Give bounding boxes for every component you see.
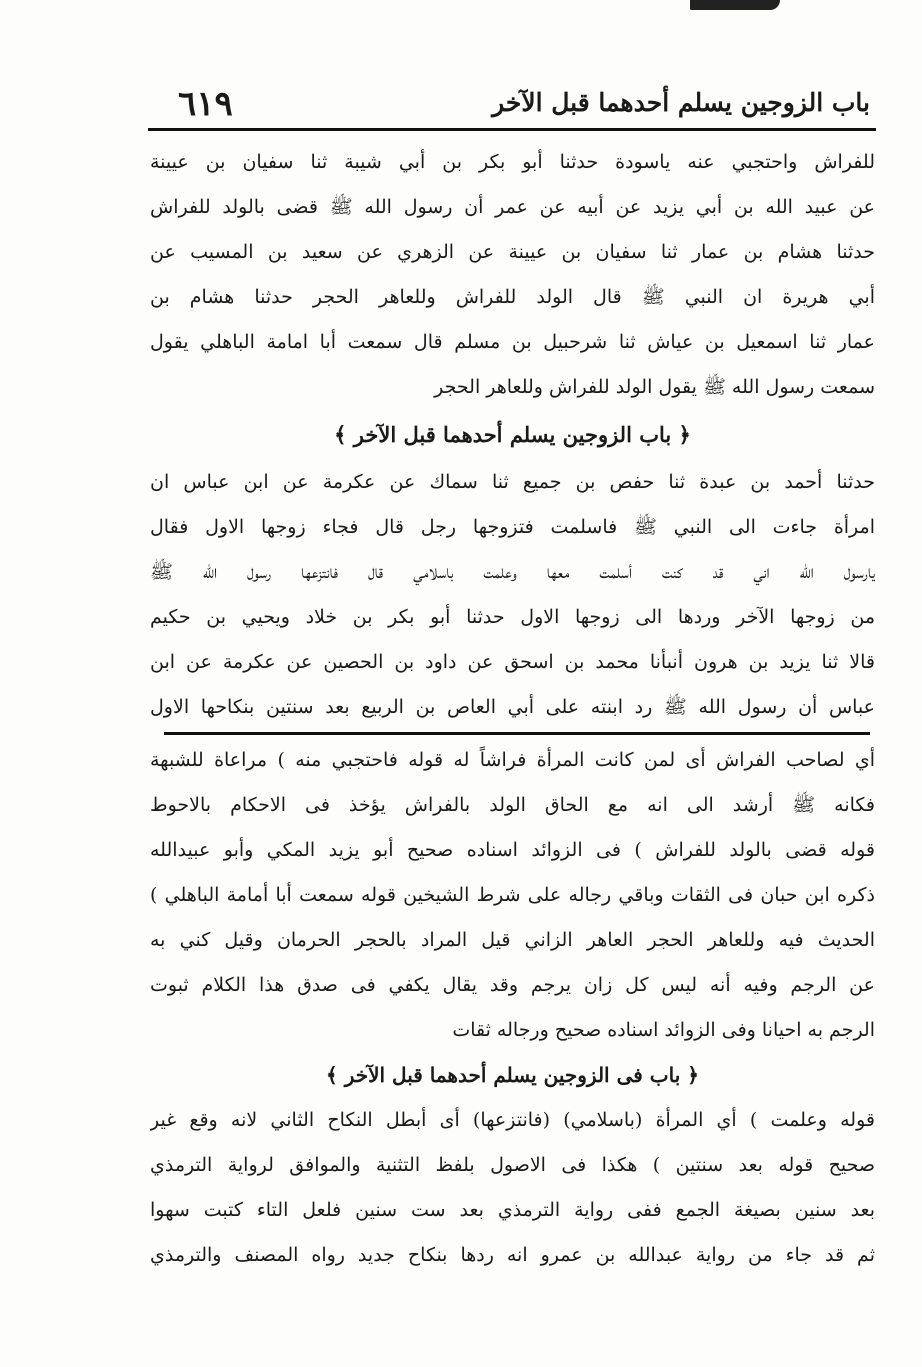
scan-artifact <box>690 0 780 10</box>
main-text <box>150 140 875 730</box>
commentary-line: أي لصاحب الفراش أى لمن كانت المرأة فراشاً له قوله فاحتجبي منه ) مراعاة للشبهة <box>150 749 875 771</box>
commentary-text <box>150 738 875 1278</box>
commentary-line: قوله قضى بالولد للفراش ) فى الزوائد اسناده صحيح أبو يزيد المكي وأبو عبيدالله <box>150 839 875 861</box>
commentary-line: ذكره ابن حبان فى الثقات وباقي رجاله على شرط الشيخين قوله سمعت أبا أمامة الباهلي ) <box>150 884 875 906</box>
text-line: للفراش واحتجبي عنه ياسودة حدثنا أبو بكر بن أبي شيبة ثنا سفيان بن عيينة <box>150 151 875 173</box>
text-line: امرأة جاءت الى النبي ﷺ فاسلمت فتزوجها رجل قال فجاء زوجها الاول فقال <box>150 516 875 538</box>
commentary-line: قوله وعلمت ) أي المرأة (باسلامي) (فانتزعها) أى أبطل النكاح الثاني لانه وقع غير <box>150 1109 875 1131</box>
commentary-line: الحديث فيه وللعاهر الحجر العاهر الزاني قيل المراد بالحجر الحرمان وقيل كني به <box>150 929 875 951</box>
commentary-chapter-heading: ﴿ باب فى الزوجين يسلم أحدهما قبل الآخر ﴾ <box>326 1063 699 1087</box>
commentary-line: عن الرجم وفيه أنه ليس كل زان يرجم وقد يقال يكفي فى صدق هذا الكلام ثبوت <box>150 974 875 996</box>
text-line: عن عبيد الله بن أبي يزيد عن أبيه عن عمر أن رسول الله ﷺ قضى بالولد للفراش <box>150 196 875 218</box>
commentary-line: فكانه ﷺ أرشد الى انه مع الحاق الولد بالفراش يؤخذ فى الاحكام بالاحوط <box>150 794 875 816</box>
header-rule <box>148 128 876 131</box>
text-line: حدثنا هشام بن عمار ثنا سفيان بن عيينة عن الزهري عن سعيد بن المسيب عن <box>150 241 875 263</box>
page-header <box>150 84 870 128</box>
commentary-line: الرجم به احيانا وفى الزوائد اسناده صحيح ورجاله ثقات <box>452 1019 875 1041</box>
text-line: عباس أن رسول الله ﷺ رد ابنته على أبي العاص بن الربيع بعد سنتين بنكاحها الاول <box>150 696 875 718</box>
header-title: باب الزوجين يسلم أحدهما قبل الآخر <box>492 88 870 117</box>
text-line: يارسول الله اني قد كنت أسلمت معها وعلمت باسلامي قال فانتزعها رسول الله ﷺ <box>150 561 875 583</box>
commentary-line: صحيح قوله بعد سنتين ) هكذا فى الاصول بلفظ التثنية والموافق لرواية الترمذي <box>150 1154 875 1176</box>
text-line: حدثنا أحمد بن عبدة ثنا حفص بن جميع ثنا سماك عن عكرمة عن ابن عباس ان <box>150 471 875 493</box>
commentary-line: بعد سنين بصيغة الجمع ففى رواية الترمذي بعد ست سنين فلعل التاء كتبت سهوا <box>150 1199 875 1221</box>
commentary-line: ثم قد جاء من رواية عبدالله بن عمرو انه ردها بنكاح جديد رواه المصنف والترمذي <box>150 1244 875 1266</box>
text-line: قالا ثنا يزيد بن هرون أنبأنا محمد بن اسحق عن داود بن الحصين عن عكرمة عن ابن <box>150 651 875 673</box>
commentary-divider <box>164 732 870 735</box>
page-number: ٦١٩ <box>178 84 233 124</box>
chapter-heading: ﴿ باب الزوجين يسلم أحدهما قبل الآخر ﴾ <box>334 422 691 447</box>
text-line: من زوجها الآخر وردها الى زوجها الاول حدثنا أبو بكر بن خلاد ويحيي بن حكيم <box>150 606 875 628</box>
text-line: عمار ثنا اسمعيل بن عياش ثنا شرحبيل بن مسلم قال سمعت أبا امامة الباهلي يقول <box>150 331 875 353</box>
text-line: أبي هريرة ان النبي ﷺ قال الولد للفراش وللعاهر الحجر حدثنا هشام بن <box>150 286 875 308</box>
text-line: سمعت رسول الله ﷺ يقول الولد للفراش وللعاهر الحجر <box>434 376 875 398</box>
